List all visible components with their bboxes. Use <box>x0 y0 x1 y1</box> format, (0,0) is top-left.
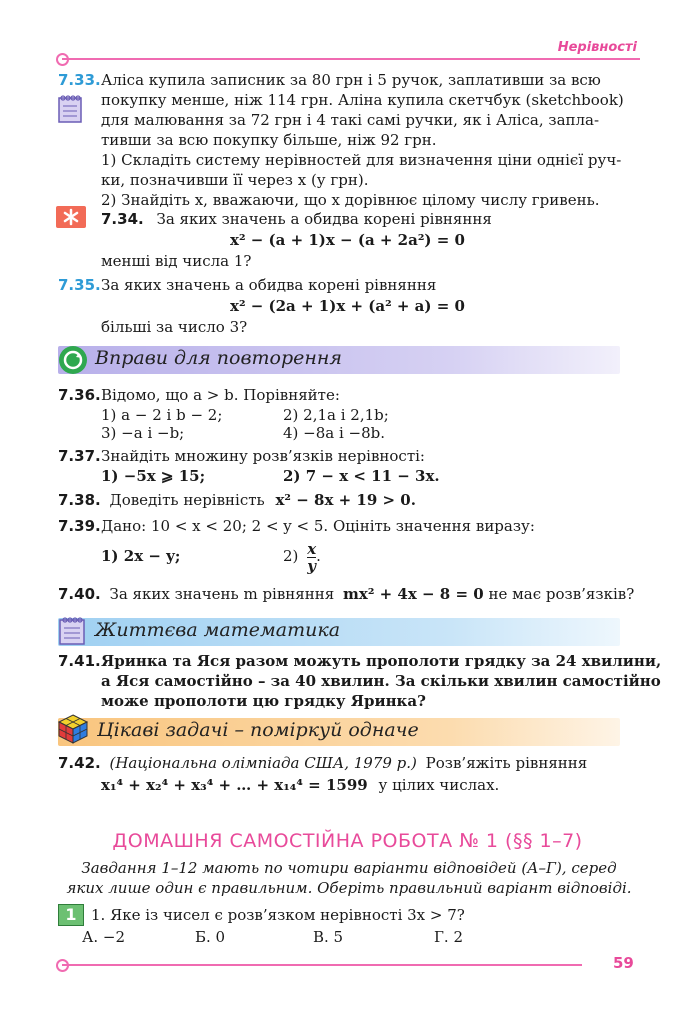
homework-instructions <box>58 858 640 898</box>
exercise-7-34 <box>101 209 492 229</box>
exercise-7-38 <box>58 490 416 510</box>
exercise-number: 7.40. <box>58 585 101 603</box>
exercise-7-36 <box>58 385 101 405</box>
homework-title: ДОМАШНЯ САМОСТІЙНА РОБОТА № 1 (§§ 1–7) <box>112 830 583 852</box>
exercise-text: За яких значень a обидва корені рівняння <box>156 210 492 228</box>
fraction-numerator: x <box>307 539 317 558</box>
header-line <box>62 58 640 60</box>
exercise-number: 7.41. <box>58 652 101 670</box>
instruction-line: Завдання 1–12 мають по чотири варіанти відповідей (А–Г), серед <box>81 859 617 877</box>
cube-icon <box>57 713 89 745</box>
exercise-7-39 <box>58 516 101 536</box>
instruction-line: яких лише один є правильним. Оберіть правильний варіант відповіді. <box>66 879 632 897</box>
text-line: може прополоти цю грядку Яринка? <box>101 692 426 710</box>
exercise-7-40 <box>58 584 634 604</box>
text-line: Аліса купила записник за 80 грн і 5 ручок, заплативши за всю <box>101 71 601 89</box>
running-header: Нерівності <box>557 40 637 55</box>
question-1: 1. Яке із чисел є розв’язком нерівності 3x > 7? <box>91 906 465 924</box>
exercise-tail: менші від числа 1? <box>101 252 252 270</box>
section-title: Вправи для повторення <box>95 347 342 369</box>
option-1: 1) −5x ⩾ 15; <box>101 467 206 485</box>
exercise-7-41 <box>58 651 101 671</box>
option-1: 1) a − 2 і b − 2; <box>101 406 223 424</box>
exercise-text: Відомо, що a > b. Порівняйте: <box>101 386 340 404</box>
notebook-icon <box>58 616 86 646</box>
exercise-7-33-text <box>101 70 624 210</box>
exercise-text: не має розв’язків? <box>488 585 635 603</box>
answer-option-g: Г. 2 <box>434 928 464 946</box>
text-line: ки, позначивши її через x (у грн). <box>101 171 369 189</box>
fraction-denominator: y <box>307 556 317 575</box>
text-line: 1) Складіть систему нерівностей для визначення ціни однієї руч- <box>101 151 622 169</box>
fraction <box>307 541 316 574</box>
exercise-text: За яких значень a обидва корені рівняння <box>101 276 437 294</box>
exercise-text: Доведіть нерівність <box>109 491 265 509</box>
notebook-icon <box>57 94 83 124</box>
exercise-7-41-text <box>101 651 661 711</box>
equation-line <box>101 775 499 795</box>
option-4: 4) −8a і −8b. <box>283 424 386 442</box>
text-line: покупку менше, ніж 114 грн. Аліна купила скетчбук (sketchbook) <box>101 91 624 109</box>
exercise-number: 7.33. <box>58 71 101 89</box>
answer-option-b: Б. 0 <box>195 928 226 946</box>
section-title: Цікаві задачі – поміркуй одначе <box>97 719 419 741</box>
option-1: 1) 2x − y; <box>101 547 181 565</box>
equation: x² − (2a + 1)x + (a² + a) = 0 <box>230 297 465 315</box>
level-badge <box>58 904 84 926</box>
text-line: для малювання за 72 грн і 4 такі самі ручки, як і Аліса, запла- <box>101 111 600 129</box>
exercise-text: Розв’яжіть рівняння <box>425 754 588 772</box>
text-line: а Яся самостійно – за 40 хвилин. За скільки хвилин самостійно <box>101 672 661 690</box>
asterisk-icon <box>56 206 86 228</box>
section-title: Життєва математика <box>95 619 341 641</box>
footer-line <box>62 964 582 966</box>
exercise-7-37 <box>58 446 101 466</box>
option-2: 2) 2,1a і 2,1b; <box>283 406 389 424</box>
exercise-number: 7.37. <box>58 447 101 465</box>
exercise-number: 7.38. <box>58 491 101 509</box>
text-line: тивши за всю покупку більше, ніж 92 грн. <box>101 131 437 149</box>
exercise-source: (Національна олімпіада США, 1979 р.) <box>109 754 417 772</box>
equation: x₁⁴ + x₂⁴ + x₃⁴ + … + x₁₄⁴ = 1599 <box>101 776 368 794</box>
option-3: 3) −a і −b; <box>101 424 185 442</box>
text-line: Яринка та Яся разом можуть прополоти грядку за 24 хвилини, <box>101 652 662 670</box>
exercise-number: 7.35. <box>58 276 101 294</box>
exercise-number: 7.39. <box>58 517 101 535</box>
exercise-7-42 <box>58 753 587 773</box>
exercise-7-35 <box>58 275 101 295</box>
level-badge-number: 1 <box>65 905 77 924</box>
repeat-icon <box>58 345 88 375</box>
exercise-tail: у цілих числах. <box>378 776 500 794</box>
exercise-number: 7.42. <box>58 754 101 772</box>
exercise-number: 7.34. <box>101 210 144 228</box>
exercise-number: 7.36. <box>58 386 101 404</box>
exercise-text: Знайдіть множину розв’язків нерівності: <box>101 447 425 465</box>
equation: mx² + 4x − 8 = 0 <box>343 585 484 603</box>
answer-option-v: В. 5 <box>313 928 344 946</box>
option-2: 2) 7 − x < 11 − 3x. <box>283 467 440 485</box>
exercise-tail: більші за число 3? <box>101 318 248 336</box>
inequality: x² − 8x + 19 > 0. <box>275 491 416 509</box>
text-line: 2) Знайдіть x, вважаючи, що x дорівнює цілому числу гривень. <box>101 191 600 209</box>
page-number: 59 <box>613 954 634 972</box>
exercise-text: Дано: 10 < x < 20; 2 < y < 5. Оцініть значення виразу: <box>101 517 535 535</box>
exercise-text: За яких значень m рівняння <box>109 585 335 603</box>
option-2: 2) $\frac{x}{y}$ . <box>283 539 321 575</box>
equation: x² − (a + 1)x − (a + 2a²) = 0 <box>230 231 465 249</box>
exercise-7-33 <box>58 70 101 90</box>
answer-option-a: А. −2 <box>82 928 126 946</box>
option-label: 2) <box>283 547 299 565</box>
